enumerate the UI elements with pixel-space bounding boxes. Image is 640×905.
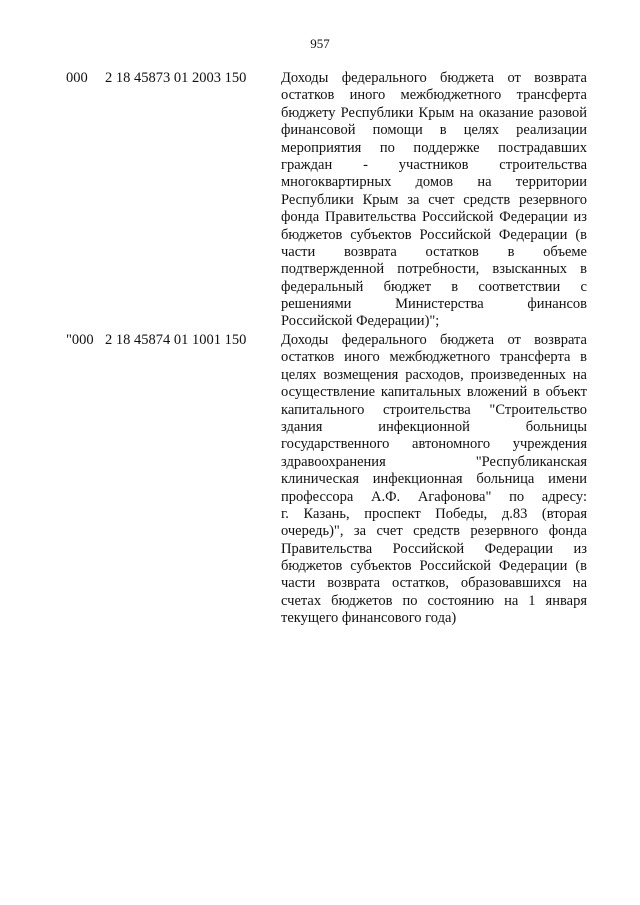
description-line: осуществление капитальных вложений в объект (281, 384, 587, 401)
description-line: Российской Федерации)"; (281, 313, 440, 330)
description-line: целях возмещения расходов, произведенных на (281, 366, 587, 383)
classification-code: 2 18 45873 01 2003 150 (105, 70, 247, 86)
description-line: Доходы федерального бюджета от возврата (281, 70, 587, 86)
description-line: части возврата остатков, образовавшихся на (281, 575, 587, 592)
description-line: Республики Крым за счет средств резервного (281, 191, 587, 208)
classification-code: 2 18 45874 01 1001 150 (105, 332, 247, 348)
description-line: очередь)", за счет средств резервного фонда (281, 523, 587, 540)
description-line: г. Казань, проспект Победы, д.83 (вторая (281, 505, 587, 522)
description-line: многоквартирных домов на территории (281, 174, 587, 191)
description-line: федеральный бюджет в соответствии с (281, 278, 587, 295)
description-line: Правительства Российской Федерации из (281, 540, 587, 557)
description-line: граждан - участников строительства (281, 156, 587, 173)
description-line: текущего финансового года) (281, 610, 457, 627)
description-line: части возврата остатков в объеме (281, 243, 587, 260)
description-line: государственного автономного учреждения (281, 436, 587, 453)
description-line: счетах бюджетов по состоянию на 1 января (281, 592, 587, 609)
description-line: финансовой помощи в целях реализации (281, 122, 587, 139)
description-line: клиническая инфекционная больница имени (281, 471, 587, 488)
description-line: капитального строительства "Строительство (281, 401, 587, 418)
entry-description (281, 70, 587, 331)
description-line: бюджету Республики Крым на оказание разовой (281, 104, 587, 121)
description-line: Доходы федерального бюджета от возврата (281, 332, 587, 348)
entry-description (281, 332, 587, 628)
description-line: бюджетов субъектов Российской Федерации (в (281, 558, 587, 575)
description-line: остатков иного межбюджетного трансферта (281, 87, 587, 104)
description-line: решениями Министерства финансов (281, 296, 587, 313)
description-line: фонда Правительства Российской Федерации из (281, 209, 587, 226)
description-line: профессора А.Ф. Агафонова" по адресу: (281, 488, 587, 505)
description-line: остатков иного межбюджетного трансферта в (281, 349, 587, 366)
admin-code: 000 (66, 70, 88, 86)
description-line: подтвержденной потребности, взысканных в (281, 261, 587, 278)
description-line: здравоохранения "Республиканская (281, 453, 587, 470)
description-line: бюджетов субъектов Российской Федерации (в (281, 226, 587, 243)
admin-code: "000 (66, 332, 94, 348)
description-line: здания инфекционной больницы (281, 418, 587, 435)
page-number: 957 (310, 36, 330, 51)
description-line: мероприятия по поддержке пострадавших (281, 139, 587, 156)
